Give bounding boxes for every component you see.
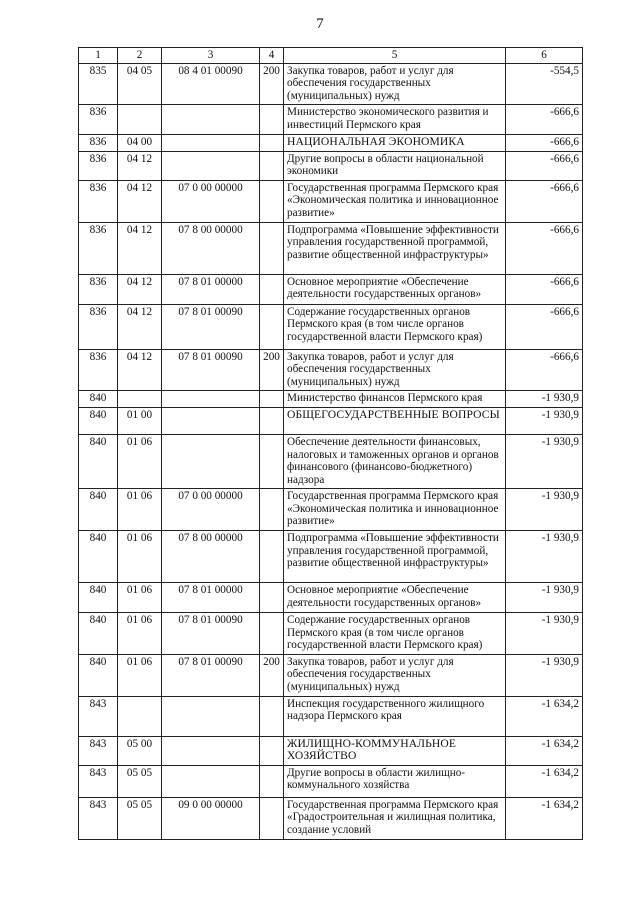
table-row (79, 434, 583, 488)
cell-target-article (162, 134, 260, 151)
table-row (79, 654, 583, 696)
cell-expense-type (260, 613, 284, 655)
table-row (79, 765, 583, 797)
cell-section: 04 12 (118, 222, 162, 274)
cell-target-article: 07 8 01 00090 (162, 304, 260, 349)
cell-amount: -666,6 (506, 105, 583, 134)
cell-name: Государственная программа Пермского края «Экономическая политика и инновационное развитие» (284, 180, 506, 222)
table-row (79, 583, 583, 613)
cell-amount: -1 930,9 (506, 531, 583, 583)
cell-name: Обеспечение деятельности финансовых, налоговых и таможенных органов и органов финансового (финансово-бюджетного) надзора (284, 434, 506, 488)
column-header-4: 4 (260, 48, 284, 64)
cell-chapter: 840 (79, 654, 118, 696)
cell-expense-type (260, 407, 284, 434)
cell-target-article (162, 105, 260, 134)
cell-target-article (162, 696, 260, 736)
cell-name: НАЦИОНАЛЬНАЯ ЭКОНОМИКА (284, 134, 506, 151)
cell-amount: -1 930,9 (506, 489, 583, 531)
cell-amount: -666,6 (506, 134, 583, 151)
table-row (79, 391, 583, 408)
cell-name: Основное мероприятие «Обеспечение деятельности государственных органов» (284, 583, 506, 613)
cell-section (118, 391, 162, 408)
cell-section (118, 105, 162, 134)
cell-expense-type (260, 180, 284, 222)
cell-chapter: 836 (79, 151, 118, 180)
cell-name: Содержание государственных органов Пермского края (в том числе органов государственной власти Пермского края) (284, 304, 506, 349)
cell-name: ОБЩЕГОСУДАРСТВЕННЫЕ ВОПРОСЫ (284, 407, 506, 434)
cell-expense-type: 200 (260, 63, 284, 105)
cell-expense-type: 200 (260, 349, 284, 391)
table-row (79, 105, 583, 134)
cell-name: Государственная программа Пермского края «Экономическая политика и инновационное развитие» (284, 489, 506, 531)
cell-target-article (162, 434, 260, 488)
cell-name: Другие вопросы в области жилищно-коммунального хозяйства (284, 765, 506, 797)
cell-amount: -666,6 (506, 304, 583, 349)
cell-expense-type (260, 391, 284, 408)
cell-chapter: 836 (79, 105, 118, 134)
cell-expense-type (260, 304, 284, 349)
cell-chapter: 836 (79, 222, 118, 274)
cell-target-article: 07 0 00 00000 (162, 180, 260, 222)
cell-chapter: 836 (79, 274, 118, 304)
cell-target-article (162, 765, 260, 797)
table-row (79, 349, 583, 391)
table-row (79, 797, 583, 839)
cell-target-article: 07 8 00 00000 (162, 222, 260, 274)
cell-name: Основное мероприятие «Обеспечение деятельности государственных органов» (284, 274, 506, 304)
cell-amount: -1 930,9 (506, 654, 583, 696)
cell-section: 04 00 (118, 134, 162, 151)
cell-chapter: 840 (79, 489, 118, 531)
cell-target-article: 07 0 00 00000 (162, 489, 260, 531)
cell-chapter: 835 (79, 63, 118, 105)
cell-amount: -666,6 (506, 349, 583, 391)
table-row (79, 736, 583, 765)
cell-amount: -666,6 (506, 274, 583, 304)
table-row (79, 304, 583, 349)
cell-section: 04 12 (118, 151, 162, 180)
cell-section: 04 12 (118, 274, 162, 304)
table-row (79, 613, 583, 655)
cell-chapter: 840 (79, 407, 118, 434)
cell-amount: -666,6 (506, 222, 583, 274)
table-row (79, 222, 583, 274)
cell-target-article: 07 8 01 00000 (162, 274, 260, 304)
page-number: 7 (316, 16, 324, 32)
cell-chapter: 843 (79, 696, 118, 736)
cell-section: 01 06 (118, 434, 162, 488)
cell-name: Закупка товаров, работ и услуг для обеспечения государственных (муниципальных) нужд (284, 63, 506, 105)
cell-target-article: 09 0 00 00000 (162, 797, 260, 839)
column-header-5: 5 (284, 48, 506, 64)
cell-chapter: 840 (79, 531, 118, 583)
cell-chapter: 843 (79, 736, 118, 765)
cell-target-article: 07 8 00 00000 (162, 531, 260, 583)
cell-name: Инспекция государственного жилищного надзора Пермского края (284, 696, 506, 736)
cell-expense-type (260, 765, 284, 797)
cell-chapter: 843 (79, 797, 118, 839)
cell-amount: -1 930,9 (506, 583, 583, 613)
cell-amount: -1 634,2 (506, 696, 583, 736)
cell-chapter: 836 (79, 304, 118, 349)
cell-name: Закупка товаров, работ и услуг для обеспечения государственных (муниципальных) нужд (284, 349, 506, 391)
table-row (79, 63, 583, 105)
cell-name: Подпрограмма «Повышение эффективности управления государственной программой, развитие общественной инфраструктуры» (284, 222, 506, 274)
table-body (79, 63, 583, 839)
cell-section (118, 696, 162, 736)
column-header-2: 2 (118, 48, 162, 64)
cell-amount: -1 930,9 (506, 407, 583, 434)
table-row (79, 180, 583, 222)
cell-section: 01 00 (118, 407, 162, 434)
cell-name: Другие вопросы в области национальной экономики (284, 151, 506, 180)
cell-target-article: 07 8 01 00090 (162, 654, 260, 696)
table-row (79, 274, 583, 304)
cell-target-article: 08 4 01 00090 (162, 63, 260, 105)
column-header-3: 3 (162, 48, 260, 64)
cell-amount: -1 930,9 (506, 613, 583, 655)
cell-expense-type (260, 531, 284, 583)
cell-chapter: 843 (79, 765, 118, 797)
cell-name: ЖИЛИЩНО-КОММУНАЛЬНОЕ ХОЗЯЙСТВО (284, 736, 506, 765)
cell-target-article (162, 151, 260, 180)
cell-expense-type (260, 105, 284, 134)
cell-expense-type (260, 151, 284, 180)
cell-expense-type (260, 736, 284, 765)
cell-chapter: 836 (79, 134, 118, 151)
cell-chapter: 836 (79, 180, 118, 222)
cell-section: 01 06 (118, 654, 162, 696)
cell-amount: -1 930,9 (506, 434, 583, 488)
cell-expense-type (260, 134, 284, 151)
cell-section: 04 12 (118, 349, 162, 391)
cell-section: 01 06 (118, 583, 162, 613)
cell-section: 04 05 (118, 63, 162, 105)
table-row (79, 696, 583, 736)
cell-section: 01 06 (118, 613, 162, 655)
cell-section: 05 05 (118, 797, 162, 839)
table-row (79, 407, 583, 434)
cell-amount: -666,6 (506, 180, 583, 222)
column-header-1: 1 (79, 48, 118, 64)
cell-name: Министерство финансов Пермского края (284, 391, 506, 408)
cell-name: Подпрограмма «Повышение эффективности управления государственной программой, развитие общественной инфраструктуры» (284, 531, 506, 583)
cell-section: 04 12 (118, 180, 162, 222)
cell-expense-type (260, 434, 284, 488)
cell-target-article: 07 8 01 00000 (162, 583, 260, 613)
cell-name: Содержание государственных органов Пермского края (в том числе органов государственной власти Пермского края) (284, 613, 506, 655)
cell-section: 01 06 (118, 531, 162, 583)
cell-name: Государственная программа Пермского края «Градостроительная и жилищная политика, создание условий (284, 797, 506, 839)
table-row (79, 489, 583, 531)
cell-target-article: 07 8 01 00090 (162, 349, 260, 391)
cell-expense-type (260, 696, 284, 736)
cell-amount: -666,6 (506, 151, 583, 180)
cell-target-article (162, 407, 260, 434)
cell-expense-type (260, 489, 284, 531)
cell-target-article (162, 736, 260, 765)
cell-target-article (162, 391, 260, 408)
cell-amount: -1 634,2 (506, 797, 583, 839)
cell-expense-type: 200 (260, 654, 284, 696)
cell-chapter: 840 (79, 583, 118, 613)
table-row (79, 134, 583, 151)
cell-name: Закупка товаров, работ и услуг для обеспечения государственных (муниципальных) нужд (284, 654, 506, 696)
cell-amount: -1 930,9 (506, 391, 583, 408)
cell-target-article: 07 8 01 00090 (162, 613, 260, 655)
cell-expense-type (260, 797, 284, 839)
cell-expense-type (260, 583, 284, 613)
cell-expense-type (260, 222, 284, 274)
cell-name: Министерство экономического развития и инвестиций Пермского края (284, 105, 506, 134)
cell-amount: -1 634,2 (506, 736, 583, 765)
cell-section: 04 12 (118, 304, 162, 349)
cell-section: 01 06 (118, 489, 162, 531)
budget-table (78, 47, 583, 840)
table-row (79, 531, 583, 583)
cell-chapter: 836 (79, 349, 118, 391)
cell-chapter: 840 (79, 391, 118, 408)
cell-chapter: 840 (79, 434, 118, 488)
cell-expense-type (260, 274, 284, 304)
column-header-6: 6 (506, 48, 583, 64)
cell-chapter: 840 (79, 613, 118, 655)
cell-section: 05 05 (118, 765, 162, 797)
table-header-row (79, 48, 583, 64)
table-row (79, 151, 583, 180)
cell-amount: -554,5 (506, 63, 583, 105)
cell-amount: -1 634,2 (506, 765, 583, 797)
cell-section: 05 00 (118, 736, 162, 765)
